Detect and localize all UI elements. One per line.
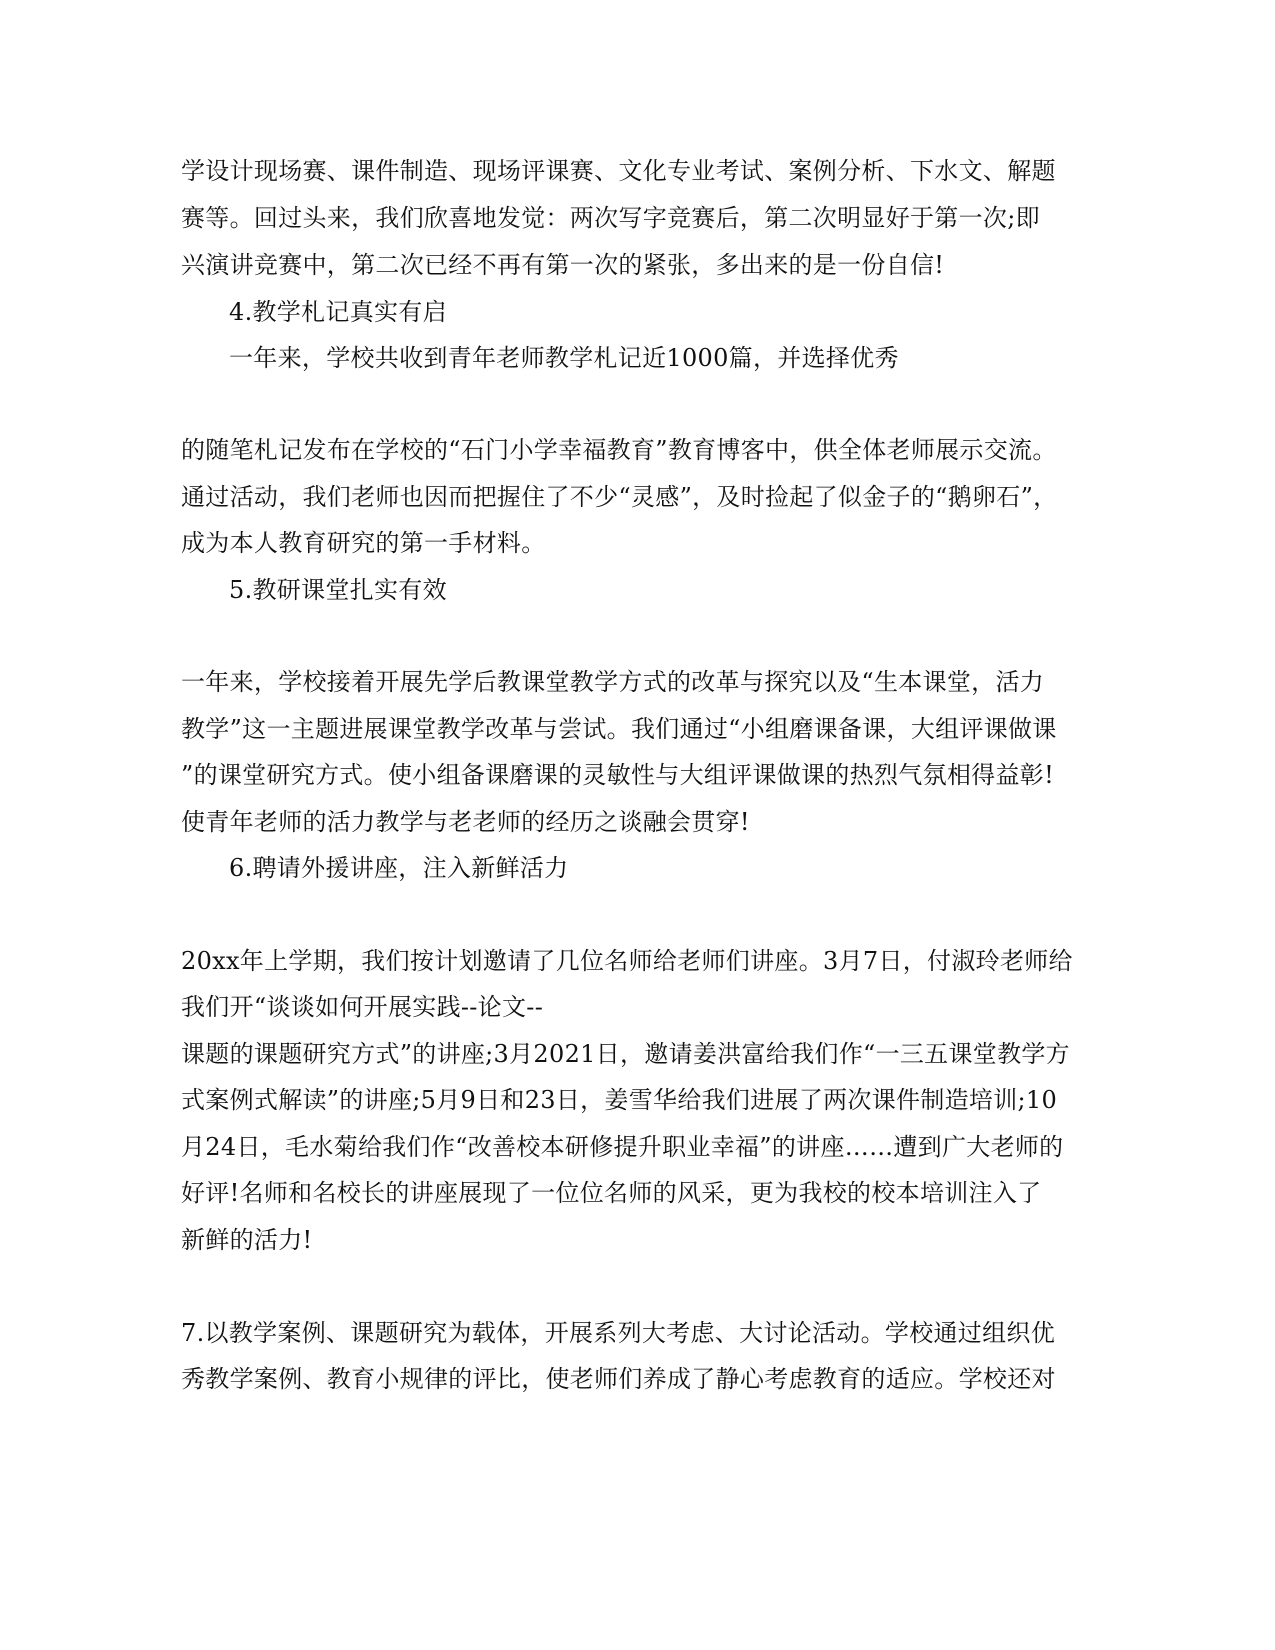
text-line: ”的课堂研究方式。使小组备课磨课的灵敏性与大组评课做课的热烈气氛相得益彰! xyxy=(181,761,1055,789)
text-line: 赛等。回过头来，我们欣喜地发觉：两次写字竞赛后，第二次明显好于第一次;即 xyxy=(181,204,1040,232)
text-line: 我们开“谈谈如何开展实践--论文-- xyxy=(181,993,544,1021)
text-line: 成为本人教育研究的第一手材料。 xyxy=(181,529,546,557)
text-line: 教学”这一主题进展课堂教学改革与尝试。我们通过“小组磨课备课，大组评课做课 xyxy=(181,715,1057,743)
text-line: 月24日，毛水菊给我们作“改善校本研修提升职业幸福”的讲座……遭到广大老师的 xyxy=(181,1133,1064,1161)
text-line: 通过活动，我们老师也因而把握住了不少“灵感”，及时捡起了似金子的“鹅卵石”， xyxy=(181,483,1058,511)
section-heading: 7.以教学案例、课题研究为载体，开展系列大考虑、大讨论活动。学校通过组织优 xyxy=(181,1319,1055,1347)
text-line: 的随笔札记发布在学校的“石门小学幸福教育”教育博客中，供全体老师展示交流。 xyxy=(181,436,1057,464)
text-line: 兴演讲竞赛中，第二次已经不再有第一次的紧张，多出来的是一份自信! xyxy=(181,251,945,279)
text-line: 秀教学案例、教育小规律的评比，使老师们养成了静心考虑教育的适应。学校还对 xyxy=(181,1365,1056,1393)
text-line: 好评!名师和名校长的讲座展现了一位位名师的风采，更为我校的校本培训注入了 xyxy=(181,1179,1042,1207)
section-heading: 5.教研课堂扎实有效 xyxy=(229,576,447,604)
text-line: 一年来，学校接着开展先学后教课堂教学方式的改革与探究以及“生本课堂，活力 xyxy=(181,668,1045,696)
text-line: 学设计现场赛、课件制造、现场评课赛、文化专业考试、案例分析、下水文、解题 xyxy=(181,157,1056,185)
text-line: 一年来，学校共收到青年老师教学札记近1000篇，并选择优秀 xyxy=(229,344,899,372)
text-line: 20xx年上学期，我们按计划邀请了几位名师给老师们讲座。3月7日，付淑玲老师给 xyxy=(181,947,1073,975)
text-line: 使青年老师的活力教学与老老师的经历之谈融会贯穿! xyxy=(181,808,750,836)
text-line: 新鲜的活力! xyxy=(181,1226,313,1254)
text-line: 式案例式解读”的讲座;5月9日和23日，姜雪华给我们进展了两次课件制造培训;10 xyxy=(181,1086,1058,1114)
section-heading: 4.教学札记真实有启 xyxy=(229,298,447,326)
section-heading: 6.聘请外援讲座，注入新鲜活力 xyxy=(229,854,569,882)
text-line: 课题的课题研究方式”的讲座;3月2021日，邀请姜洪富给我们作“一三五课堂教学方 xyxy=(181,1040,1070,1068)
